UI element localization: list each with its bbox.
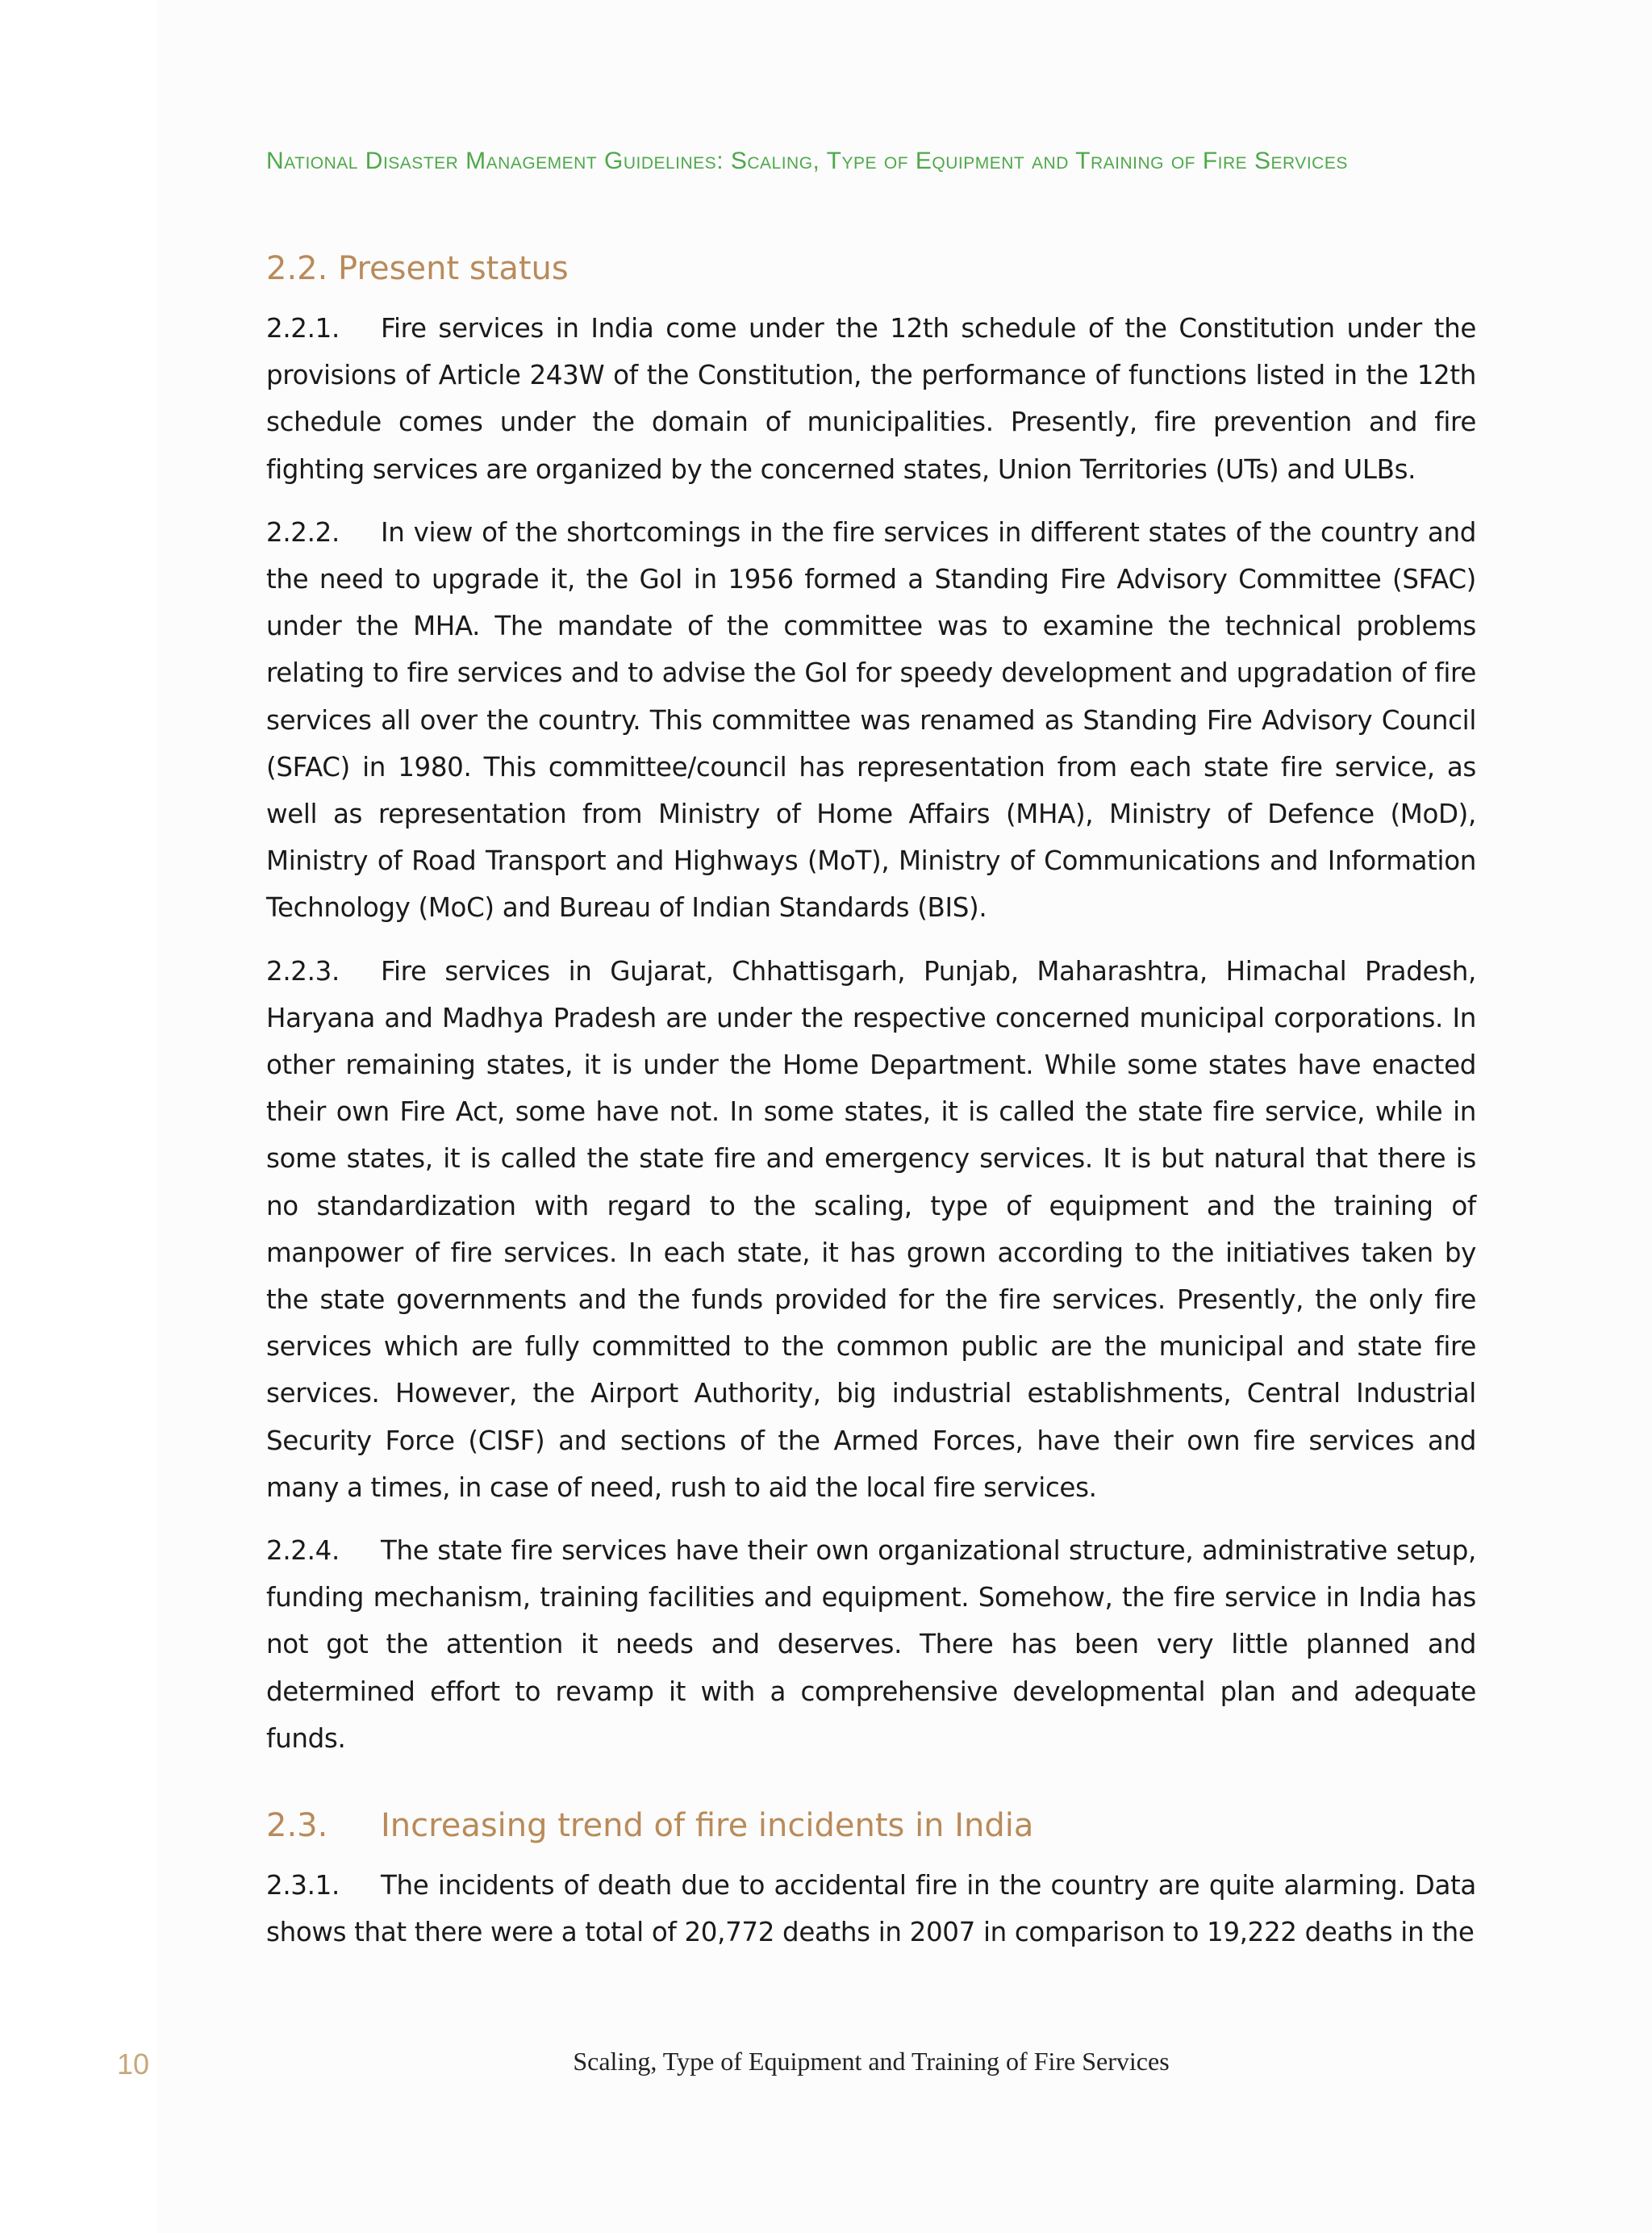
section-spacer — [266, 1778, 1476, 1807]
running-header: National Disaster Management Guidelines: Scaling, Type of Equipment and Training of Fire Services — [266, 148, 1348, 174]
paragraph-2-2-1 — [266, 305, 1476, 493]
paragraph-number: 2.2.2. — [266, 516, 340, 548]
section-heading-fire-incidents — [266, 1807, 1476, 1844]
paragraph-text: The incidents of death due to accidental fire in the country are quite alarming. Data shows that there were a total of 20,772 deaths in 2007 in comparison to 19,222 deaths in the — [266, 1870, 1476, 1948]
paragraph-text: Fire services in India come under the 12th schedule of the Constitution under the provisions of Article 243W of the Constitution, the performance of functions listed in the 12th schedule comes under the domain of municipalities. Presently, fire prevention and fire fighting services are organized by the concerned states, Union Territories (UTs) and ULBs. — [266, 313, 1476, 485]
section-title: Increasing trend of fire incidents in India — [381, 1807, 1034, 1845]
paragraph-number: 2.2.3. — [266, 955, 340, 987]
main-content — [266, 250, 1476, 1972]
paragraph-text: Fire services in Gujarat, Chhattisgarh, Punjab, Maharashtra, Himachal Pradesh, Haryana and Madhya Pradesh are under the respective concerned municipal corporations. In other remaining states, it is under the Home Department. While some states have enacted their own Fire Act, some have not. In some states, it is called the state fire service, while in some states, it is called the state fire and emergency services. It is but natural that there is no standardization with regard to the scaling, type of equipment and the training of manpower of fire services. In each state, it has grown according to the initiatives taken by the state governments and the funds provided for the fire services. Presently, the only fire services which are fully committed to the common public are the municipal and state fire services. However, the Airport Authority, big industrial establishments, Central Industrial Security Force (CISF) and sections of the Armed Forces, have their own fire services and many a times, in case of need, rush to aid the local fire services. — [266, 955, 1476, 1503]
paragraph-text: The state fire services have their own organizational structure, administrative setup, funding mechanism, training facilities and equipment. Somehow, the fire service in India has not got the attention it needs and deserves. There has been very little planned and determined effort to revamp it with a comprehensive developmental plan and adequate funds. — [266, 1535, 1476, 1754]
paragraph-number: 2.2.4. — [266, 1535, 340, 1567]
paragraph-2-2-4 — [266, 1527, 1476, 1762]
paragraph-2-2-3 — [266, 948, 1476, 1511]
paragraph-number: 2.3.1. — [266, 1870, 340, 1901]
paragraph-text: In view of the shortcomings in the fire services in different states of the country and the need to upgrade it, the GoI in 1956 formed a Standing Fire Advisory Committee (SFAC) under the MHA. The mandate of the committee was to examine the technical problems relating to fire services and to advise the GoI for speedy development and upgradation of fire services all over the country. This committee was renamed as Standing Fire Advisory Council (SFAC) in 1980. This committee/council has representation from each state fire service, as well as representation from Ministry of Home Affairs (MHA), Ministry of Defence (MoD), Ministry of Road Transport and Highways (MoT), Ministry of Communications and Information Technology (MoC) and Bureau of Indian Standards (BIS). — [266, 516, 1476, 924]
page-margin-left — [0, 0, 157, 2233]
paragraph-2-2-2 — [266, 509, 1476, 932]
section-number: 2.3. — [266, 1807, 328, 1845]
footer-title: Scaling, Type of Equipment and Training of Fire Services — [573, 2047, 1170, 2076]
section-heading-present-status: 2.2. Present status — [266, 250, 569, 287]
paragraph-2-3-1 — [266, 1862, 1476, 1955]
paragraph-number: 2.2.1. — [266, 313, 340, 344]
page-number: 10 — [117, 2047, 150, 2081]
